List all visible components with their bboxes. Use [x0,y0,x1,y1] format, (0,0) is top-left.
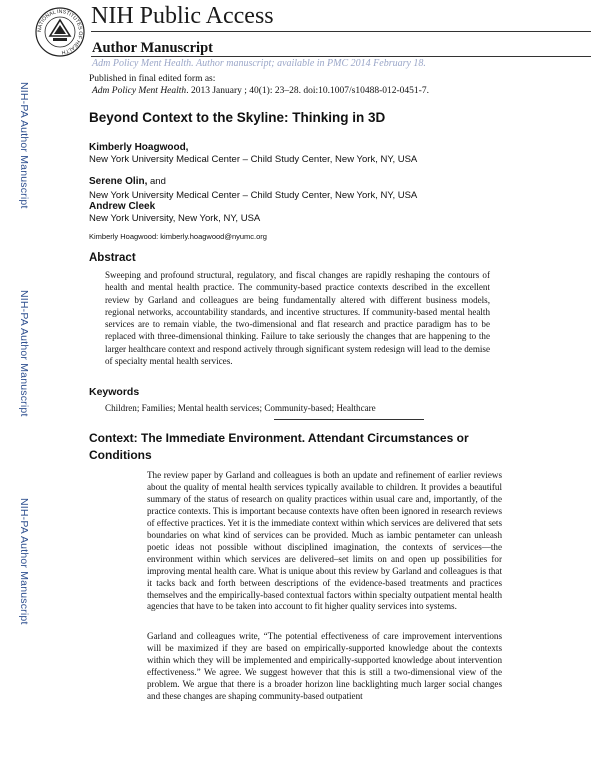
body-paragraph-1: The review paper by Garland and colleagues is both an update and refinement of earlier reviews about the quality of mental health services typically available to children. It provides a beautiful summary of the status of research on quality practices within usual care and, importantly, of the practice contexts. This is important because contexts have often been ignored in research reviews of effective practices. Yet it is the immediate context within which services are delivered that sets boundaries on what kind of services can be provided. Much as iambic pentameter can unleash poetic ideas not possible without disciplined imagination, the contexts of services—the environment within which services are delivered–set limits on and open up possibilities for improving mental health care. What is unique about this review by Garland and colleagues is that it tacks back and forth between descriptions of the evidence-based treatments and practices themselves and the empirically-based contextual factors within specialty outpatient mental health agencies that have to be taken into account to fit higher quality services into systems. [147,470,502,612]
nih-seal-logo [34,6,86,58]
author-affiliation: New York University Medical Center – Child Study Center, New York, NY, USA [89,154,418,165]
author-3 [89,201,260,224]
side-label-middle: NIH-PA Author Manuscript [18,290,30,417]
side-label-top: NIH-PA Author Manuscript [18,82,30,209]
citation-details: . 2013 January ; 40(1): 23–28. doi:10.1007/s10488-012-0451-7. [186,86,429,96]
body-paragraph-2: Garland and colleagues write, “The potential effectiveness of care improvement interventions will be maximized if they are based on empirically-supported knowledge about the contexts within which they will be implemented and empirically-supported knowledge about intervention effectiveness.” We agree. We suggest however that this is still a two-dimensional view of the problem. We argue that there is a broader horizon line backlighting much larger social changes and these changes are shaping community-based outpatient [147,631,502,701]
pmc-availability: Adm Policy Ment Health. Author manuscript; available in PMC 2014 February 18. [92,58,426,69]
header-rule-top [91,31,591,32]
side-label-bottom: NIH-PA Author Manuscript [18,498,30,625]
abstract-text: Sweeping and profound structural, regulatory, and fiscal changes are rapidly reshaping the contours of health and mental health practice. The community-based practice contexts described in the excellent review by Garland and colleagues are being fundamentally altered with different business models, regional networks, accountability standards, and incentive structures. If community-based mental health services are to remain viable, the two-dimensional and flat research and practice paradigm has to be replaced with three-dimensional thinking. Failure to take seriously the changes that are happening to the larger healthcare context and respond actively through significant system redesign will lead to the demise of specialty mental health services. [105,270,490,367]
author-1 [89,142,417,165]
article-title: Beyond Context to the Skyline: Thinking in 3D [89,110,386,125]
author-name: Serene Olin, [89,176,148,187]
section-heading: Context: The Immediate Environment. Attendant Circumstances or Conditions [89,431,469,462]
contact-email: Kimberly Hoagwood: kimberly.hoagwood@nyumc.org [89,232,267,241]
abstract-heading: Abstract [89,252,136,264]
keywords-heading: Keywords [89,386,140,398]
keywords-list: Children; Families; Mental health services; Community-based; Healthcare [105,403,376,413]
author-2 [89,171,417,201]
author-affiliation: New York University, New York, NY, USA [89,213,261,224]
citation [92,86,429,96]
publication-title: NIH Public Access [91,3,274,29]
keywords-divider [274,419,424,420]
logo-ring-text: NATIONAL INSTITUTES OF HEALTH [36,8,84,55]
manuscript-type: Author Manuscript [92,40,213,56]
header-rule-mid [91,56,591,57]
author-name: Kimberly Hoagwood, [89,142,189,153]
published-label: Published in final edited form as: [89,74,216,84]
author-name: Andrew Cleek [89,201,156,212]
citation-journal: Adm Policy Ment Health [92,86,187,96]
author-affiliation: New York University Medical Center – Child Study Center, New York, NY, USA [89,190,418,201]
author-connector: and [147,176,166,187]
